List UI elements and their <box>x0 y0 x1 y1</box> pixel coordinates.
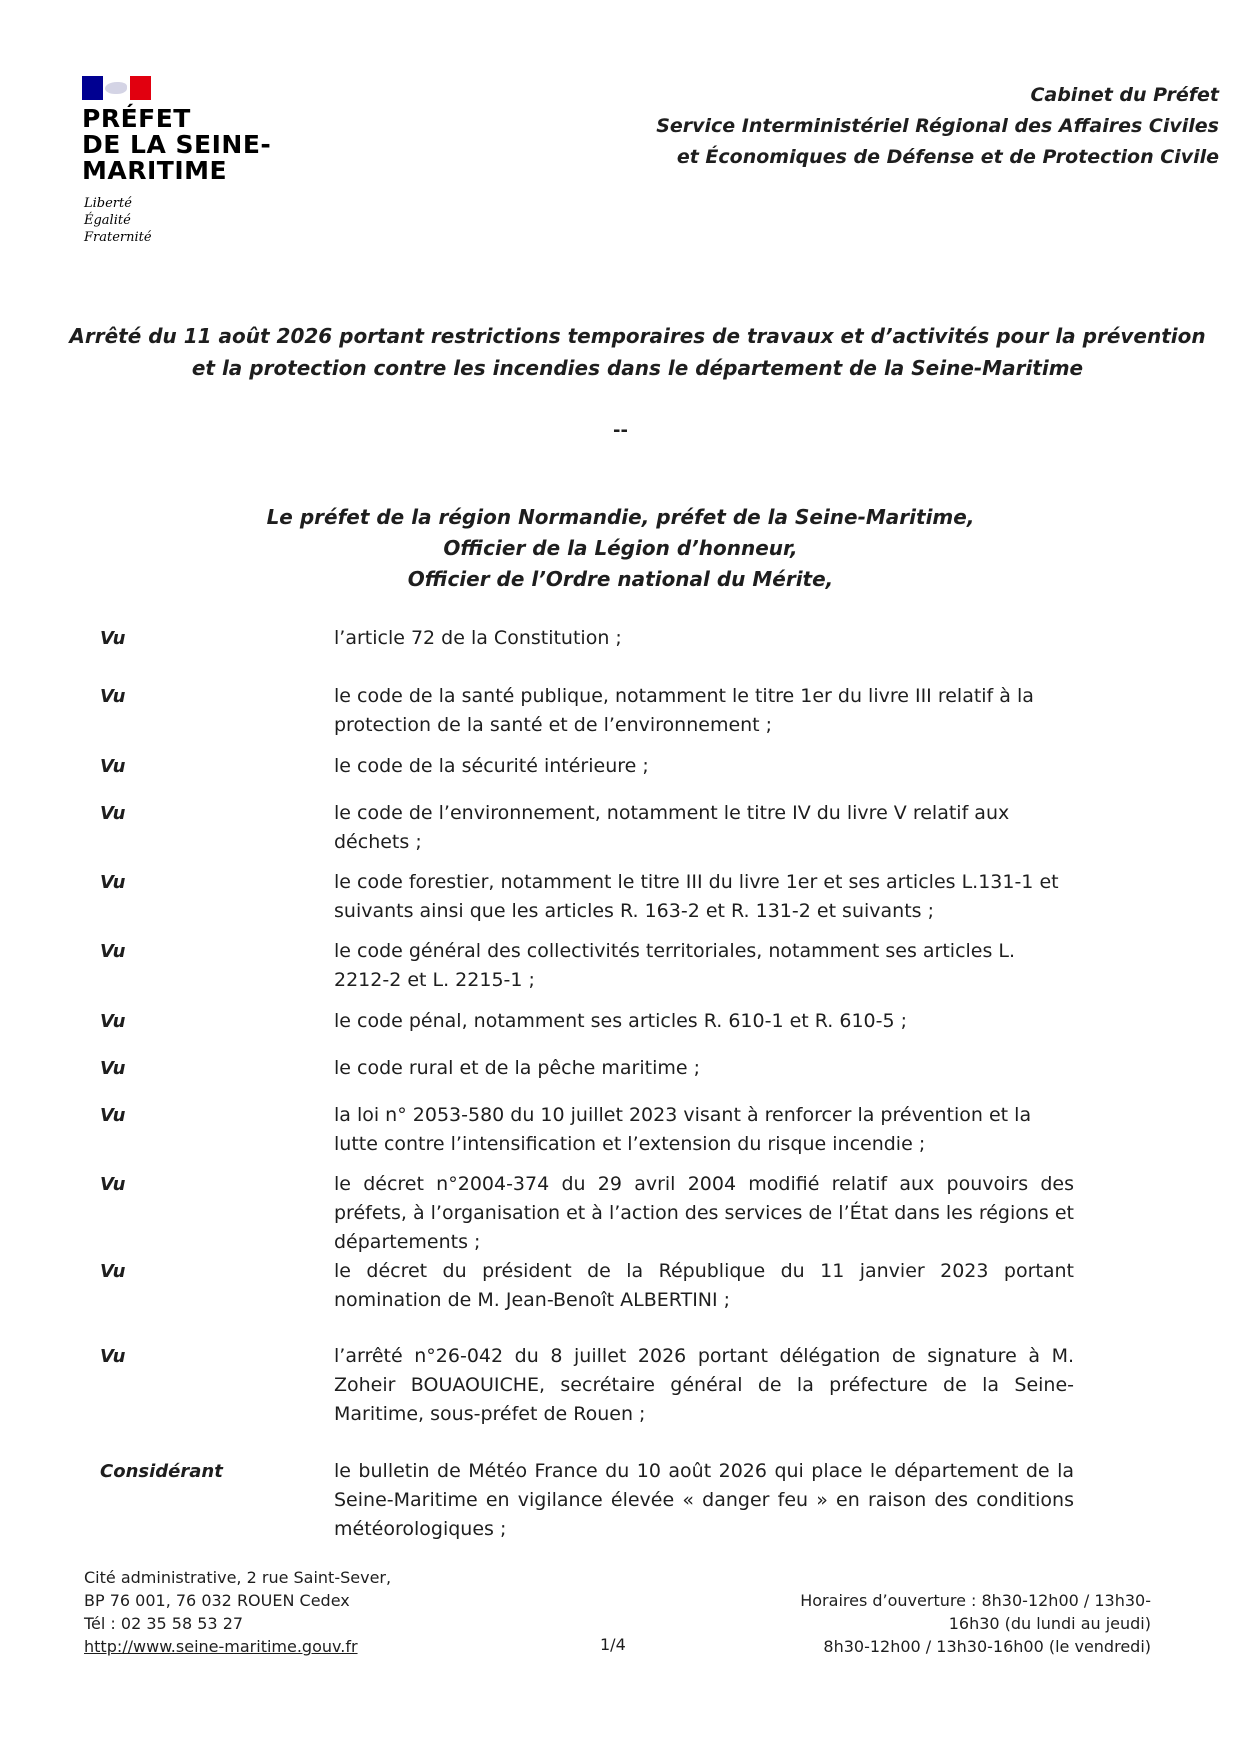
prefecture-name <box>82 106 312 184</box>
considerant-label: Vu <box>100 872 126 893</box>
considerant-text: le code de la sécurité intérieure ; <box>334 755 649 777</box>
considerant-label: Vu <box>100 803 126 824</box>
considerant-text: la loi n° 2053-580 du 10 juillet 2023 visant à renforcer la prévention et la lutte contre l’intensification et l’extension du risque incendie ; <box>334 1104 1032 1155</box>
flag-white-band <box>103 76 130 100</box>
motto-line: Égalité <box>84 213 131 228</box>
motto-line: Liberté <box>84 196 132 211</box>
considerant-text: le code forestier, notamment le titre III du livre 1er et ses articles L.131-1 et suivants ainsi que les articles R. 163-2 et R. 131-2 et suivants ; <box>334 871 1059 922</box>
considerant-label: Vu <box>100 1261 126 1282</box>
hours-line: Horaires d’ouverture : 8h30-12h00 / 13h30- <box>800 1591 1151 1610</box>
considerant-label: Considérant <box>100 1461 223 1482</box>
considerant-label: Vu <box>100 1105 126 1126</box>
opening-hours <box>800 1589 1151 1658</box>
considerant-text: le bulletin de Météo France du 10 août 2026 qui place le département de la Seine-Maritime en vigilance élevée « danger feu » en raison des conditions météorologiques ; <box>334 1460 1074 1540</box>
page-number: 1/4 <box>600 1635 626 1654</box>
authority-line: Le préfet de la région Normandie, préfet de la Seine-Maritime, <box>266 505 975 529</box>
considerant-text: l’arrêté n°26-042 du 8 juillet 2026 portant délégation de signature à M. Zoheir BOUAOUICHE, secrétaire général de la préfecture de la Seine-Maritime, sous-préfet de Rouen ; <box>334 1345 1074 1425</box>
address-line: Tél : 02 35 58 53 27 <box>84 1614 244 1633</box>
address-line: Cité administrative, 2 rue Saint-Sever, <box>84 1568 392 1587</box>
considerant-label: Vu <box>100 1011 126 1032</box>
considerant-text: l’article 72 de la Constitution ; <box>334 627 622 649</box>
considerant-text: le code de l’environnement, notamment le titre IV du livre V relatif aux déchets ; <box>334 802 1010 853</box>
issuing-authority <box>0 502 1241 595</box>
title-separator: -- <box>613 420 628 441</box>
considerant-label: Vu <box>100 756 126 777</box>
service-line: Cabinet du Préfet <box>1030 84 1219 106</box>
considerant-label: Vu <box>100 628 126 649</box>
considerant-label: Vu <box>100 1174 126 1195</box>
prefecture-name-line: PRÉFET <box>82 104 191 133</box>
considerant-text: le code pénal, notamment ses articles R. 610-1 et R. 610-5 ; <box>334 1010 908 1032</box>
prefecture-name-line: DE LA SEINE- <box>82 130 272 159</box>
considerant-label: Vu <box>100 686 126 707</box>
considerant-label: Vu <box>100 1058 126 1079</box>
decree-title: Arrêté du 11 août 2026 portant restrictions temporaires de travaux et d’activités pour la prévention et la protection contre les incendies dans le département de la Seine-Maritime <box>69 324 1206 380</box>
considerant-label: Vu <box>100 1346 126 1367</box>
considerant-text: le code rural et de la pêche maritime ; <box>334 1057 701 1079</box>
issuing-service <box>656 80 1219 173</box>
considerant-text: le code général des collectivités territoriales, notamment ses articles L. 2212-2 et L. 2215-1 ; <box>334 940 1016 991</box>
footer-address <box>84 1566 391 1658</box>
authority-line: Officier de la Légion d’honneur, <box>443 536 798 560</box>
republic-motto <box>84 195 152 246</box>
marianne-flag-logo <box>82 76 151 100</box>
service-line: et Économiques de Défense et de Protection Civile <box>676 146 1219 168</box>
flag-blue-band <box>82 76 103 100</box>
hours-line: 16h30 (du lundi au jeudi) <box>948 1614 1151 1633</box>
considerant-label: Vu <box>100 941 126 962</box>
prefecture-name-line: MARITIME <box>82 156 228 185</box>
service-line: Service Interministériel Régional des Affaires Civiles <box>656 115 1219 137</box>
considerant-text: le décret n°2004-374 du 29 avril 2004 modifié relatif aux pouvoirs des préfets, à l’organisation et à l’action des services de l’État dans les régions et départements ; <box>334 1173 1074 1253</box>
motto-line: Fraternité <box>84 230 152 245</box>
address-line: BP 76 001, 76 032 ROUEN Cedex <box>84 1591 350 1610</box>
authority-line: Officier de l’Ordre national du Mérite, <box>407 567 834 591</box>
considerant-text: le code de la santé publique, notamment le titre 1er du livre III relatif à la protection de la santé et de l’environnement ; <box>334 685 1034 736</box>
flag-red-band <box>130 76 151 100</box>
considerant-text: le décret du président de la République du 11 janvier 2023 portant nomination de M. Jean-Benoît ALBERTINI ; <box>334 1260 1074 1311</box>
website-link[interactable]: http://www.seine-maritime.gouv.fr <box>84 1637 358 1656</box>
hours-line: 8h30-12h00 / 13h30-16h00 (le vendredi) <box>823 1637 1151 1656</box>
